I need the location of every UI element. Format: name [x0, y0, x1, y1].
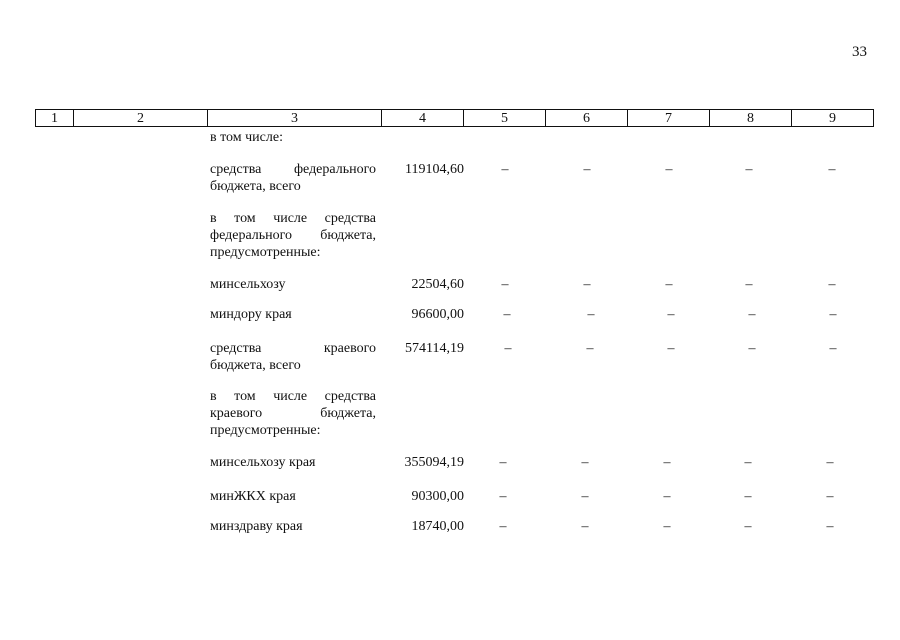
dash-col-5: – [501, 162, 509, 177]
row-description: минздраву края [210, 519, 303, 534]
dash-col-6: – [581, 519, 589, 534]
column-header-4: 4 [382, 110, 464, 126]
dash-col-7: – [663, 489, 671, 504]
dash-col-5: – [499, 455, 507, 470]
dash-col-8: – [744, 455, 752, 470]
dash-col-9: – [826, 455, 834, 470]
row-description: минЖКХ края [210, 489, 296, 504]
dash-col-9: – [829, 341, 837, 356]
dash-col-5: – [504, 341, 512, 356]
dash-col-9: – [828, 277, 836, 292]
dash-col-7: – [663, 455, 671, 470]
row-description: минсельхозу края [210, 455, 316, 470]
dash-col-9: – [826, 489, 834, 504]
row-description: миндору края [210, 307, 292, 322]
dash-col-7: – [663, 519, 671, 534]
dash-col-5: – [499, 519, 507, 534]
row-description: в том числе: [210, 130, 283, 145]
row-value: 355094,19 [404, 455, 464, 470]
row-value: 574114,19 [405, 341, 464, 356]
dash-col-9: – [826, 519, 834, 534]
column-header-7: 7 [628, 110, 710, 126]
row-value: 96600,00 [411, 307, 464, 322]
dash-col-6: – [581, 455, 589, 470]
row-description: минсельхозу [210, 277, 286, 292]
dash-col-8: – [745, 162, 753, 177]
dash-col-5: – [499, 489, 507, 504]
dash-col-9: – [829, 307, 837, 322]
dash-col-5: – [501, 277, 509, 292]
dash-col-6: – [587, 307, 595, 322]
row-value: 119104,60 [405, 162, 464, 177]
dash-col-7: – [667, 307, 675, 322]
dash-col-6: – [583, 162, 591, 177]
row-value: 90300,00 [411, 489, 464, 504]
dash-col-7: – [667, 341, 675, 356]
column-header-3: 3 [208, 110, 382, 126]
dash-col-7: – [665, 277, 673, 292]
row-value: 22504,60 [411, 277, 464, 292]
dash-col-8: – [744, 519, 752, 534]
dash-col-8: – [748, 307, 756, 322]
row-description: средства федерального бюджета, всего [210, 162, 376, 194]
dash-col-6: – [583, 277, 591, 292]
dash-col-6: – [581, 489, 589, 504]
column-header-8: 8 [710, 110, 792, 126]
row-value: 18740,00 [411, 519, 464, 534]
column-header-5: 5 [464, 110, 546, 126]
dash-col-8: – [745, 277, 753, 292]
dash-col-7: – [665, 162, 673, 177]
dash-col-5: – [503, 307, 511, 322]
row-description: средства краевого бюджета, всего [210, 341, 376, 373]
dash-col-9: – [828, 162, 836, 177]
dash-col-8: – [748, 341, 756, 356]
row-description: в том числе средства федерального бюджета, предусмотренные: [210, 211, 376, 260]
page-number: 33 [852, 44, 867, 60]
row-description: в том числе средства краевого бюджета, предусмотренные: [210, 389, 376, 438]
column-header-1: 1 [36, 110, 74, 126]
column-header-6: 6 [546, 110, 628, 126]
dash-col-6: – [586, 341, 594, 356]
column-header-9: 9 [829, 111, 836, 126]
column-number-header [35, 109, 874, 127]
dash-col-8: – [744, 489, 752, 504]
column-header-2: 2 [74, 110, 208, 126]
